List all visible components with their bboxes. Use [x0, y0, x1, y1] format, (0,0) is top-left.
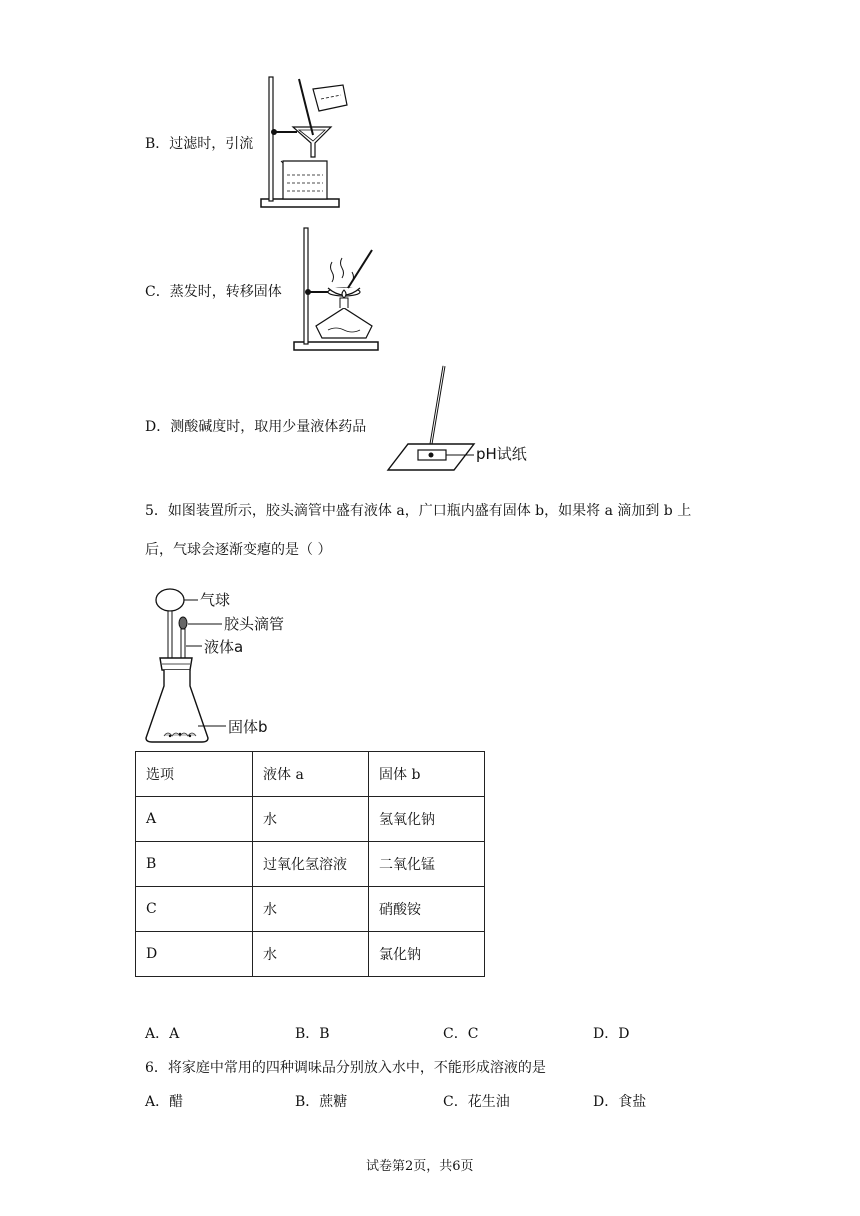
table-cell: A: [136, 797, 253, 842]
q6-choice-c[interactable]: C．花生油: [443, 1094, 510, 1110]
table-header-row: [136, 752, 485, 797]
table-cell: B: [136, 842, 253, 887]
option-b-text: B．过滤时，引流: [145, 136, 254, 152]
table-cell: 水: [253, 932, 369, 977]
ph-paper-label: pH试纸: [476, 445, 527, 463]
ph-test-diagram: [382, 362, 542, 480]
q5-options-table: [135, 751, 485, 977]
table-cell: 氢氧化钠: [369, 797, 485, 842]
dropper-label: 胶头滴管: [224, 615, 285, 633]
option-d-text: D．测酸碱度时，取用少量液体药品: [145, 419, 367, 435]
table-row: [136, 842, 485, 887]
q5-choice-d[interactable]: D．D: [593, 1026, 630, 1042]
filtration-diagram: [255, 75, 365, 213]
q6-choice-a[interactable]: A．醋: [145, 1094, 184, 1110]
liquid-label: 液体a: [204, 638, 244, 656]
table-row: [136, 887, 485, 932]
table-row: [136, 932, 485, 977]
table-cell: 二氧化锰: [369, 842, 485, 887]
q5-choice-a[interactable]: A．A: [145, 1026, 180, 1042]
q5-choice-c[interactable]: C．C: [443, 1026, 479, 1042]
q5-stem-line1: 5．如图装置所示，胶头滴管中盛有液体 a，广口瓶内盛有固体 b，如果将 a 滴加到 b 上: [145, 503, 692, 519]
table-header-cell: 固体 b: [369, 752, 485, 797]
table-header-cell: 液体 a: [253, 752, 369, 797]
table-cell: 过氧化氢溶液: [253, 842, 369, 887]
table-cell: D: [136, 932, 253, 977]
table-cell: C: [136, 887, 253, 932]
table-header-cell: 选项: [136, 752, 253, 797]
q6-stem: 6．将家庭中常用的四种调味品分别放入水中，不能形成溶液的是: [145, 1060, 546, 1076]
q5-choice-b[interactable]: B．B: [295, 1026, 330, 1042]
q5-stem-line2: 后，气球会逐渐变瘪的是（ ）: [145, 542, 332, 558]
q6-choice-b[interactable]: B．蔗糖: [295, 1094, 348, 1110]
q6-choice-d[interactable]: D．食盐: [593, 1094, 647, 1110]
table-row: [136, 797, 485, 842]
balloon-label: 气球: [200, 591, 231, 609]
table-cell: 硝酸铵: [369, 887, 485, 932]
table-cell: 氯化钠: [369, 932, 485, 977]
evaporation-diagram: [288, 226, 388, 354]
option-c-text: C．蒸发时，转移固体: [145, 284, 282, 300]
table-cell: 水: [253, 797, 369, 842]
solid-label: 固体b: [228, 718, 268, 736]
table-cell: 水: [253, 887, 369, 932]
balloon-flask-diagram: [140, 582, 290, 748]
page-footer: 试卷第2页，共6页: [366, 1159, 474, 1174]
